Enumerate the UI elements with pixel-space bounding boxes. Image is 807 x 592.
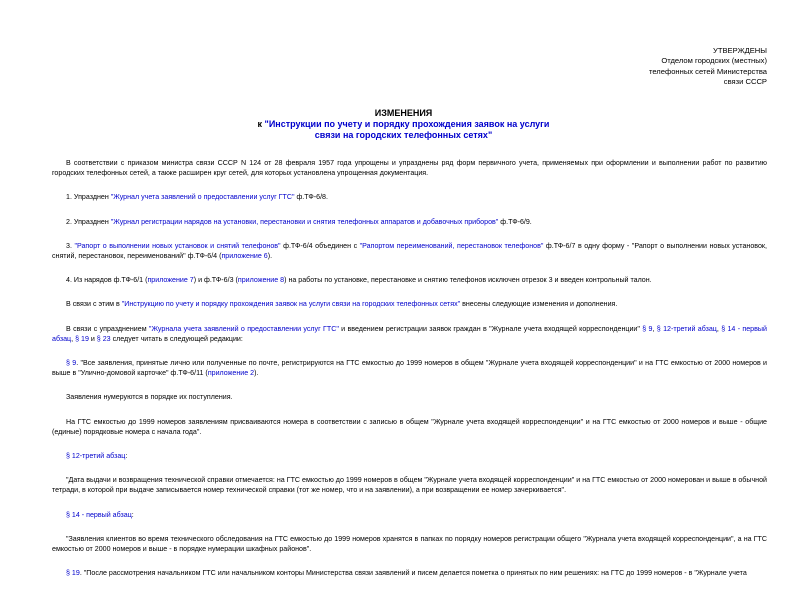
paragraph — [52, 358, 767, 378]
text: внесены следующие изменения и дополнения. — [460, 300, 618, 309]
section-link[interactable]: § 9 — [66, 359, 77, 368]
text: 2. Упразднен — [66, 217, 111, 226]
section-link[interactable]: § 23 — [96, 334, 111, 343]
approval-line: УТВЕРЖДЕНЫ — [713, 46, 767, 55]
approval-stamp — [649, 46, 767, 87]
paragraph — [52, 275, 767, 285]
text: ф.ТФ-6/7 в одну форму - "Рапорт о выполнении новых установок, снятий, перестановок, переименований" ф.ТФ-6/4 ( — [52, 241, 767, 261]
text: ф.ТФ-6/9. — [498, 217, 532, 226]
paragraph — [52, 568, 767, 578]
text: , — [716, 324, 722, 333]
text: В связи с упразднением — [66, 324, 149, 333]
paragraph — [52, 510, 767, 520]
appendix-link[interactable]: приложение 8 — [237, 276, 285, 285]
section-link[interactable]: § 14 - первый абзац — [52, 324, 767, 343]
paragraph — [52, 451, 767, 461]
paragraph: "Дата выдачи и возвращения технической справки отмечается: на ГТС емкостью до 1999 номеров в общем "Журнале учета входящей корреспонденции" и на ГТС емкостью от 2000 номерован и выше в обычной тетради, в которой при выдаче записывается номер технической справки (тот же номер, что и на заявлении), а при возвращении ее номер зачеркивается". — [52, 476, 767, 495]
text: В связи с этим в — [66, 300, 122, 309]
text: следует читать в следующей редакции: — [110, 334, 243, 343]
section-link[interactable]: § 14 - первый абзац — [66, 510, 132, 519]
title-heading: ИЗМЕНЕНИЯ — [374, 108, 433, 118]
text: : — [125, 452, 128, 461]
section-link[interactable]: § 19 — [75, 334, 89, 343]
paragraph: На ГТС емкостью до 1999 номеров заявлениям присваиваются номера в соответствии с записью в общем "Журнале учета входящей корреспонденции" и на ГТС емкостью от 2000 номеров и выше - общие (единые) порядковые номера с начала года". — [52, 417, 767, 436]
approval-line: Отделом городских (местных) — [661, 56, 767, 66]
text: ). — [254, 369, 259, 378]
journal-link[interactable]: "Журнала учета заявлений о предоставлении услуг ГТС" — [148, 324, 339, 333]
title-prefix: к — [257, 119, 265, 129]
text: ) и ф.ТФ-6/3 ( — [193, 276, 238, 285]
instruction-link-cont[interactable]: связи на городских телефонных сетях" — [314, 130, 493, 140]
text: и введением регистрации заявок граждан в "Журнале учета входящей корреспонденции" — [338, 324, 643, 333]
appendix-link[interactable]: приложение 7 — [147, 276, 194, 285]
paragraph: "Заявления клиентов во время технического обследования на ГТС емкостью до 1999 номеров хранятся в папках по порядку номеров регистрации общего "Журнала учета входящей корреспонденции", а на ГТС емкостью от 2000 номеров и выше - в порядке нумерации шкафных районов". — [52, 534, 767, 554]
journal-link[interactable]: "Журнал учета заявлений о предоставлении услуг ГТС" — [110, 193, 295, 202]
approval-line: телефонных сетей Министерства — [648, 66, 767, 76]
text: 4. Из нарядов ф.ТФ-6/1 ( — [66, 276, 148, 285]
section-link[interactable]: § 12-третий абзац — [66, 452, 126, 461]
section-link[interactable]: § 9 — [642, 324, 653, 333]
paragraph — [52, 192, 767, 202]
paragraph — [52, 299, 767, 309]
text: ф.ТФ-6/4 объединен с — [280, 241, 360, 250]
document-title — [0, 108, 807, 141]
paragraph: Заявления нумеруются в порядке их поступления. — [66, 393, 233, 402]
paragraph — [52, 324, 767, 344]
report-link[interactable]: "Рапорт о выполнении новых установок и снятий телефонов" — [74, 241, 281, 250]
instruction-link[interactable]: "Инструкции по учету и порядку прохождения заявок на услуги — [264, 119, 550, 129]
report-link[interactable]: "Рапортом переименований, перестановок телефонов" — [359, 241, 544, 250]
instruction-link[interactable]: "Инструкцию по учету и порядку прохождения заявок на услуги связи на городских телефонных сетях" — [121, 300, 461, 309]
text: 1. Упразднен — [66, 193, 111, 202]
section-link[interactable]: § 12-третий абзац — [656, 324, 717, 333]
text: ). — [267, 252, 273, 261]
appendix-link[interactable]: приложение 2 — [207, 369, 255, 378]
paragraph: В соответствии с приказом министра связи СССР N 124 от 28 февраля 1957 года упрощены и упразднены ряд форм первичного учета, применяемых при оформлении и выполнении работ по развитию городских телефонных сетей, а также расширен круг сетей, для которых установлена упрощенная документация. — [52, 159, 767, 178]
text: . "Все заявления, принятые лично или полученные по почте, регистрируются на ГТС емкостью до 1999 номеров в общем "Журнале учета входящей корреспонденции" и на ГТС емкостью от 2000 номеров и выше в "Улично-домовой карточке" ф.ТФ-6/11 ( — [52, 359, 767, 378]
title-subheading-line2 — [0, 130, 807, 141]
text: . "После рассмотрения начальником ГТС или начальником конторы Министерства связи заявлений и писем делается пометка о принятых по ним решениях: на ГТС до 1999 номеров - в "Журнале учета — [79, 569, 747, 578]
section-link[interactable]: § 19 — [66, 569, 80, 578]
paragraph — [52, 241, 767, 261]
text: : — [131, 510, 134, 519]
text: 3. — [66, 241, 75, 250]
text: и — [88, 334, 97, 343]
title-subheading — [0, 119, 807, 130]
text: , — [652, 324, 657, 333]
paragraph — [52, 217, 767, 227]
text: , — [71, 334, 76, 343]
text: ) на работы по установке, перестановке и снятию телефонов исключен отрезок 3 и введен контрольный талон. — [284, 276, 652, 285]
appendix-link[interactable]: приложение 6 — [221, 252, 268, 261]
document-body — [52, 158, 767, 592]
approval-line: связи СССР — [723, 76, 767, 86]
text: ф.ТФ-6/8. — [294, 193, 328, 202]
journal-link[interactable]: "Журнал регистрации нарядов на установки, перестановки и снятия телефонных аппаратов и добавочных приборов" — [110, 217, 499, 226]
